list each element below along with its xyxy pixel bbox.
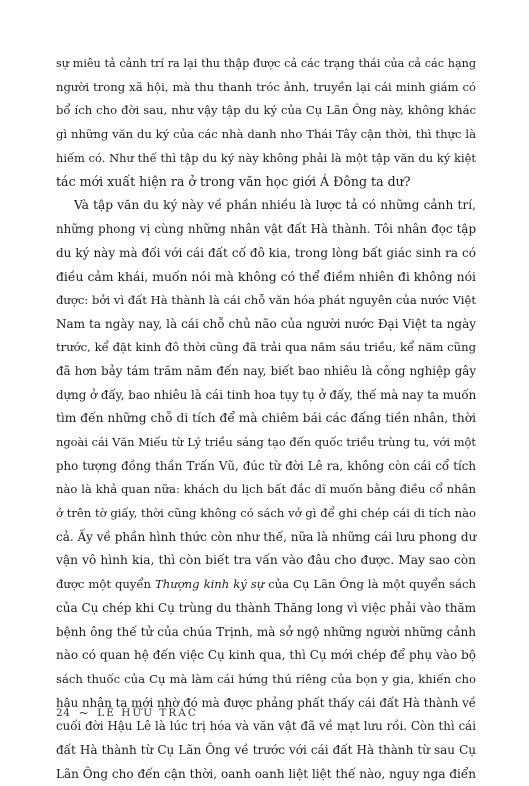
text-line	[56, 502, 476, 526]
text-line	[56, 549, 476, 573]
text-line-content: đất Hà thành từ Cụ Lãn Ông về trước với cái đất Hà thành từ sau Cụ	[56, 742, 476, 757]
text-line	[56, 739, 476, 763]
text-line-content: của Cụ Lãn Ông là một quyển sách	[264, 577, 476, 592]
text-line	[56, 218, 476, 242]
text-line	[56, 407, 476, 431]
text-line-content: vận vô hình kia, thì còn biết tra vấn vào đâu cho được. May sao còn	[56, 553, 476, 568]
text-line-content: bổ ích cho đời sau, như vậy tập du ký của Cụ Lãn Ông này, không khác	[56, 103, 476, 118]
page-number: 24	[56, 707, 71, 719]
text-line-content: ngoài cái Văn Miếu từ Lý triều sáng tạo đến quốc triều trùng tu, với một	[56, 435, 476, 449]
text-line-content: tác mới xuất hiện ra ở trong văn học giới Á Đông ta dư?	[56, 174, 411, 190]
text-line-content: bệnh ông thế tử của chúa Trịnh, mà sở ngộ những người những cảnh	[56, 624, 476, 639]
text-line	[56, 194, 476, 218]
text-line-content: hậu nhân ta mới nhờ đó mà được phảng phất thấy cái đất Hà thành về	[56, 695, 476, 710]
text-line	[56, 76, 476, 100]
text-line-content: Nam ta ngày nay, là cái chỗ chủ não của người nước Đại Việt ta ngày	[56, 316, 476, 331]
text-line	[56, 336, 476, 360]
text-line-content: ở trên tờ giấy, thời cũng không có sách vở gì để ghi chép cái di tích nào	[56, 506, 476, 521]
body-text	[56, 52, 476, 786]
text-line	[56, 265, 476, 289]
text-line-content: cả. Ấy về phần hình thức còn như thế, nữa là những cái lưu phong dư	[56, 529, 477, 544]
text-line	[56, 597, 476, 621]
text-line-content: được: bởi vì đất Hà thành là cái chỗ văn hóa phát nguyên của nước Việt	[56, 292, 476, 307]
text-line-content: Lãn Ông cho đến cận thời, oanh oanh liệt liệt thế nào, nguy nga điển	[56, 766, 476, 781]
text-line-content: gì những văn du ký của các nhà danh nho Thái Tây cận thời, thì thực là	[56, 127, 476, 142]
text-line-content: điều cảm khái, muốn nói mà không có thể điềm nhiên đi không nói	[56, 269, 476, 285]
text-line-content: người trong xã hội, mà thu thanh tróc ảnh, truyền lại cái minh giám có	[56, 79, 476, 94]
text-line-content: hiếm có. Như thế thì tập du ký này không phải là một tập văn du ký kiệt	[56, 150, 476, 165]
text-line	[56, 763, 476, 786]
text-line	[56, 526, 476, 550]
text-line-content: tìm đến những chỗ di tích để mà chiêm bái các đấng tiền nhân, thời	[56, 411, 476, 426]
text-line	[56, 668, 476, 692]
running-author: LÊ HỮU TRÁC	[97, 707, 198, 719]
text-line	[56, 313, 476, 337]
text-line-content: dựng ở đấy, bao nhiêu là cái tinh hoa tụy tụ ở đấy, thế mà nay ta muốn	[56, 387, 477, 402]
text-line-content: nào có quan hệ đến việc Cụ kinh qua, thì Cụ mới chép để phụ vào bộ	[56, 648, 476, 663]
text-line	[56, 431, 476, 455]
text-line-content: sự miêu tả cảnh trí ra lại thu thập được cả các trạng thái của cả các hạng	[56, 57, 476, 70]
text-line	[56, 123, 476, 147]
text-line	[56, 384, 476, 408]
text-line-content: của Cụ chép khi Cụ trùng du thành Thăng long vì việc phải vào thăm	[56, 600, 476, 615]
text-line-content: pho tượng đồng thần Trấn Vũ, đúc từ đời Lê ra, không còn cái cổ tích	[56, 458, 476, 473]
text-line-content: trước, kể đặt kinh đô thời cũng đã trải qua năm sáu triều, kể năm cũng	[56, 340, 476, 355]
text-line-content: được một quyển	[56, 577, 156, 592]
text-line	[56, 289, 476, 313]
text-line	[56, 360, 476, 384]
text-line	[56, 478, 476, 502]
book-title-italic: Thượng kinh ký sự	[155, 577, 265, 592]
text-line-content: những phong vị cùng những nhân vật đất Hà thành. Tôi nhân đọc tập	[56, 221, 476, 236]
text-line	[56, 147, 476, 171]
text-line	[56, 644, 476, 668]
text-line	[56, 170, 476, 194]
text-line	[56, 52, 476, 76]
text-line	[56, 455, 476, 479]
text-line	[56, 99, 476, 123]
text-line-content: du ký này mà đối với cái đất cố đô kia, trong lòng bất giác sinh ra có	[56, 245, 476, 260]
text-line	[56, 573, 476, 597]
text-line-content: đã hơn bảy tám trăm năm đến nay, biết bao nhiêu là công nghiệp gây	[56, 363, 476, 378]
wave-ornament-icon: ~	[78, 706, 90, 720]
text-line-content: cuối đời Hậu Lê là lúc trị hóa và văn vật đã về mạt lưu rồi. Còn thì cái	[56, 719, 476, 734]
text-line-content: nào là khả quan nữa: khách du lịch bất đắc dĩ muốn bằng điều cổ nhân	[56, 482, 476, 497]
text-line-content: Và tập văn du ký này về phần nhiều là lược tả có những cảnh trí,	[74, 198, 476, 213]
text-line	[56, 621, 476, 645]
text-line	[56, 242, 476, 266]
text-line-content: sách thuốc của Cụ mà làm cái hứng thú riêng của bọn y gia, khiến cho	[56, 671, 476, 686]
page-footer	[56, 706, 198, 720]
